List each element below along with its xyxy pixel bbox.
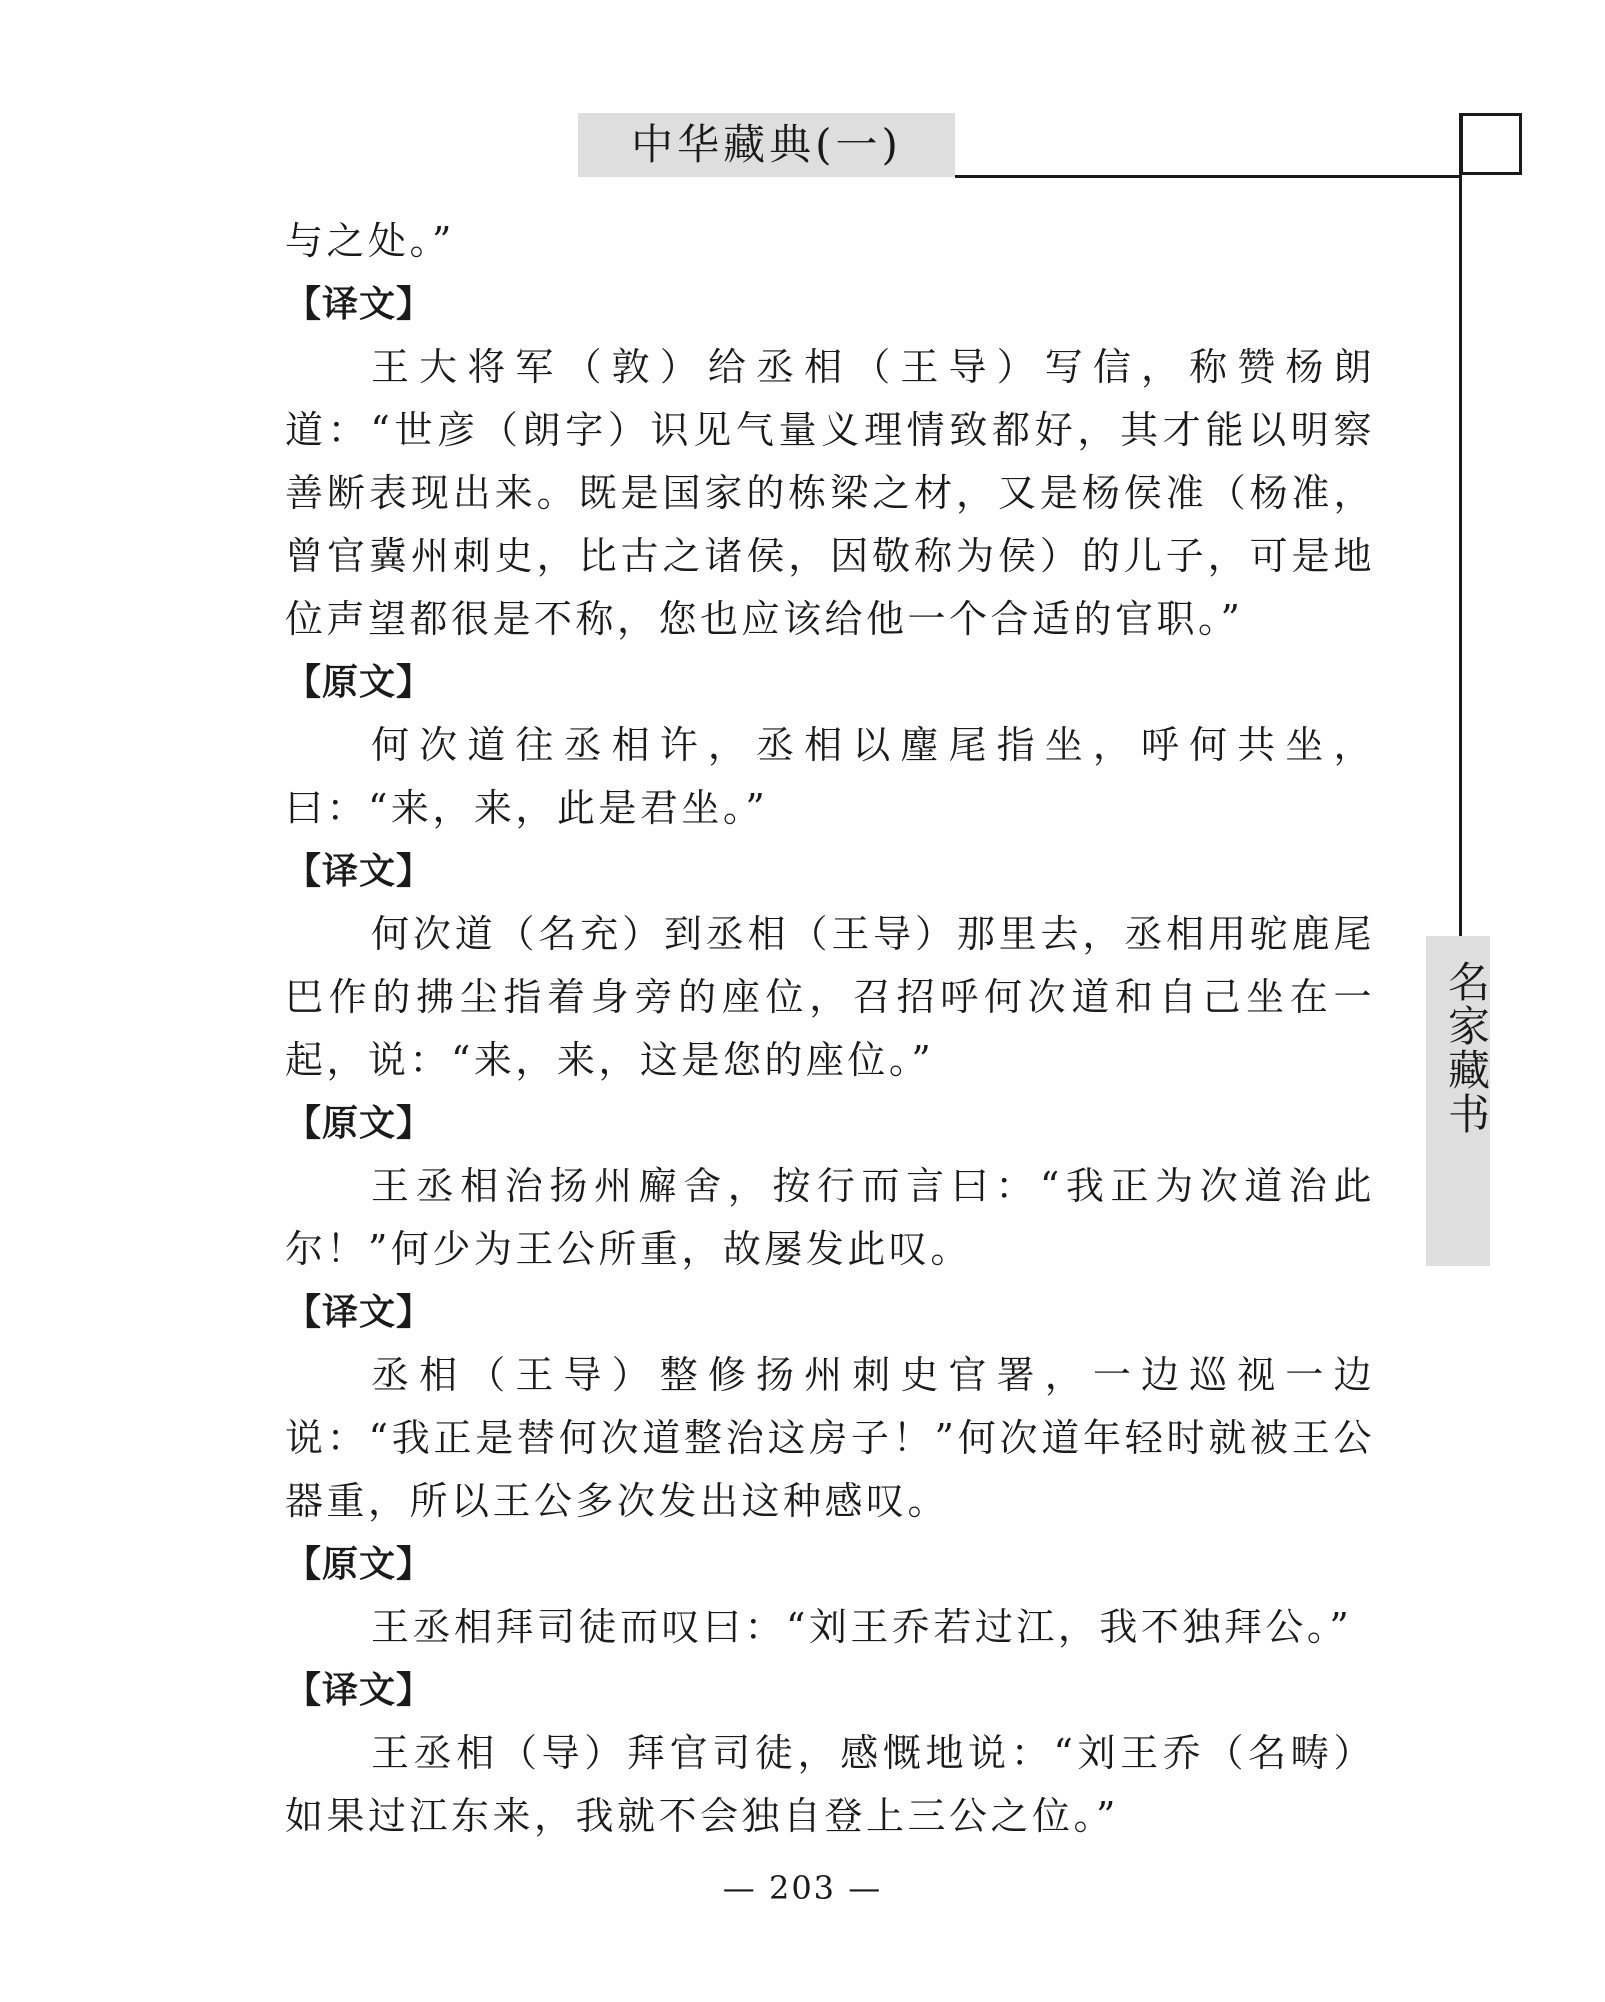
section-label: 【译文】	[285, 284, 434, 325]
section-label: 【原文】	[285, 1103, 434, 1144]
body-paragraph: 与之处。”	[285, 219, 455, 263]
body-paragraph: 王丞相（导）拜官司徒，感慨地说：“刘王乔（名畴）如果过江东来，我就不会独自登上三公之位。”	[285, 1731, 1375, 1838]
body-paragraph: 何次道往丞相许，丞相以麈尾指坐，呼何共坐，曰：“来，来，此是君坐。”	[285, 723, 1375, 830]
header-rule	[955, 175, 1460, 178]
body-paragraph: 王丞相治扬州廨舍，按行而言曰：“我正为次道治此尔！”何少为王公所重，故屡发此叹。	[285, 1164, 1375, 1271]
side-tab-label: 名家藏书	[1442, 960, 1491, 1136]
section-label: 【原文】	[285, 1544, 434, 1585]
margin-vertical-rule	[1459, 113, 1462, 938]
body-paragraph: 何次道（名充）到丞相（王导）那里去，丞相用驼鹿尾巴作的拂尘指着身旁的座位，召招呼何次道和自己坐在一起，说：“来，来，这是您的座位。”	[285, 912, 1375, 1082]
section-label: 【译文】	[285, 851, 434, 892]
page-number: — 203 —	[722, 1869, 883, 1907]
page-header-title: 中华藏典(一)	[631, 120, 902, 169]
body-paragraph: 王大将军（敦）给丞相（王导）写信，称赞杨朗道：“世彦（朗字）识见气量义理情致都好，其才能以明察善断表现出来。既是国家的栋梁之材，又是杨侯准（杨准，曾官冀州刺史，比古之诸侯，因敬称为侯）的儿子，可是地位声望都很是不称，您也应该给他一个合适的官职。”	[285, 345, 1375, 641]
body-paragraph: 王丞相拜司徒而叹曰：“刘王乔若过江，我不独拜公。”	[371, 1605, 1353, 1649]
page-body	[285, 210, 1375, 1848]
corner-square-ornament	[1460, 113, 1522, 175]
body-paragraph: 丞相（王导）整修扬州刺史官署，一边巡视一边说：“我正是替何次道整治这房子！”何次道年轻时就被王公器重，所以王公多次发出这种感叹。	[285, 1353, 1375, 1523]
section-label: 【原文】	[285, 662, 434, 703]
section-label: 【译文】	[285, 1670, 434, 1711]
section-label: 【译文】	[285, 1292, 434, 1333]
